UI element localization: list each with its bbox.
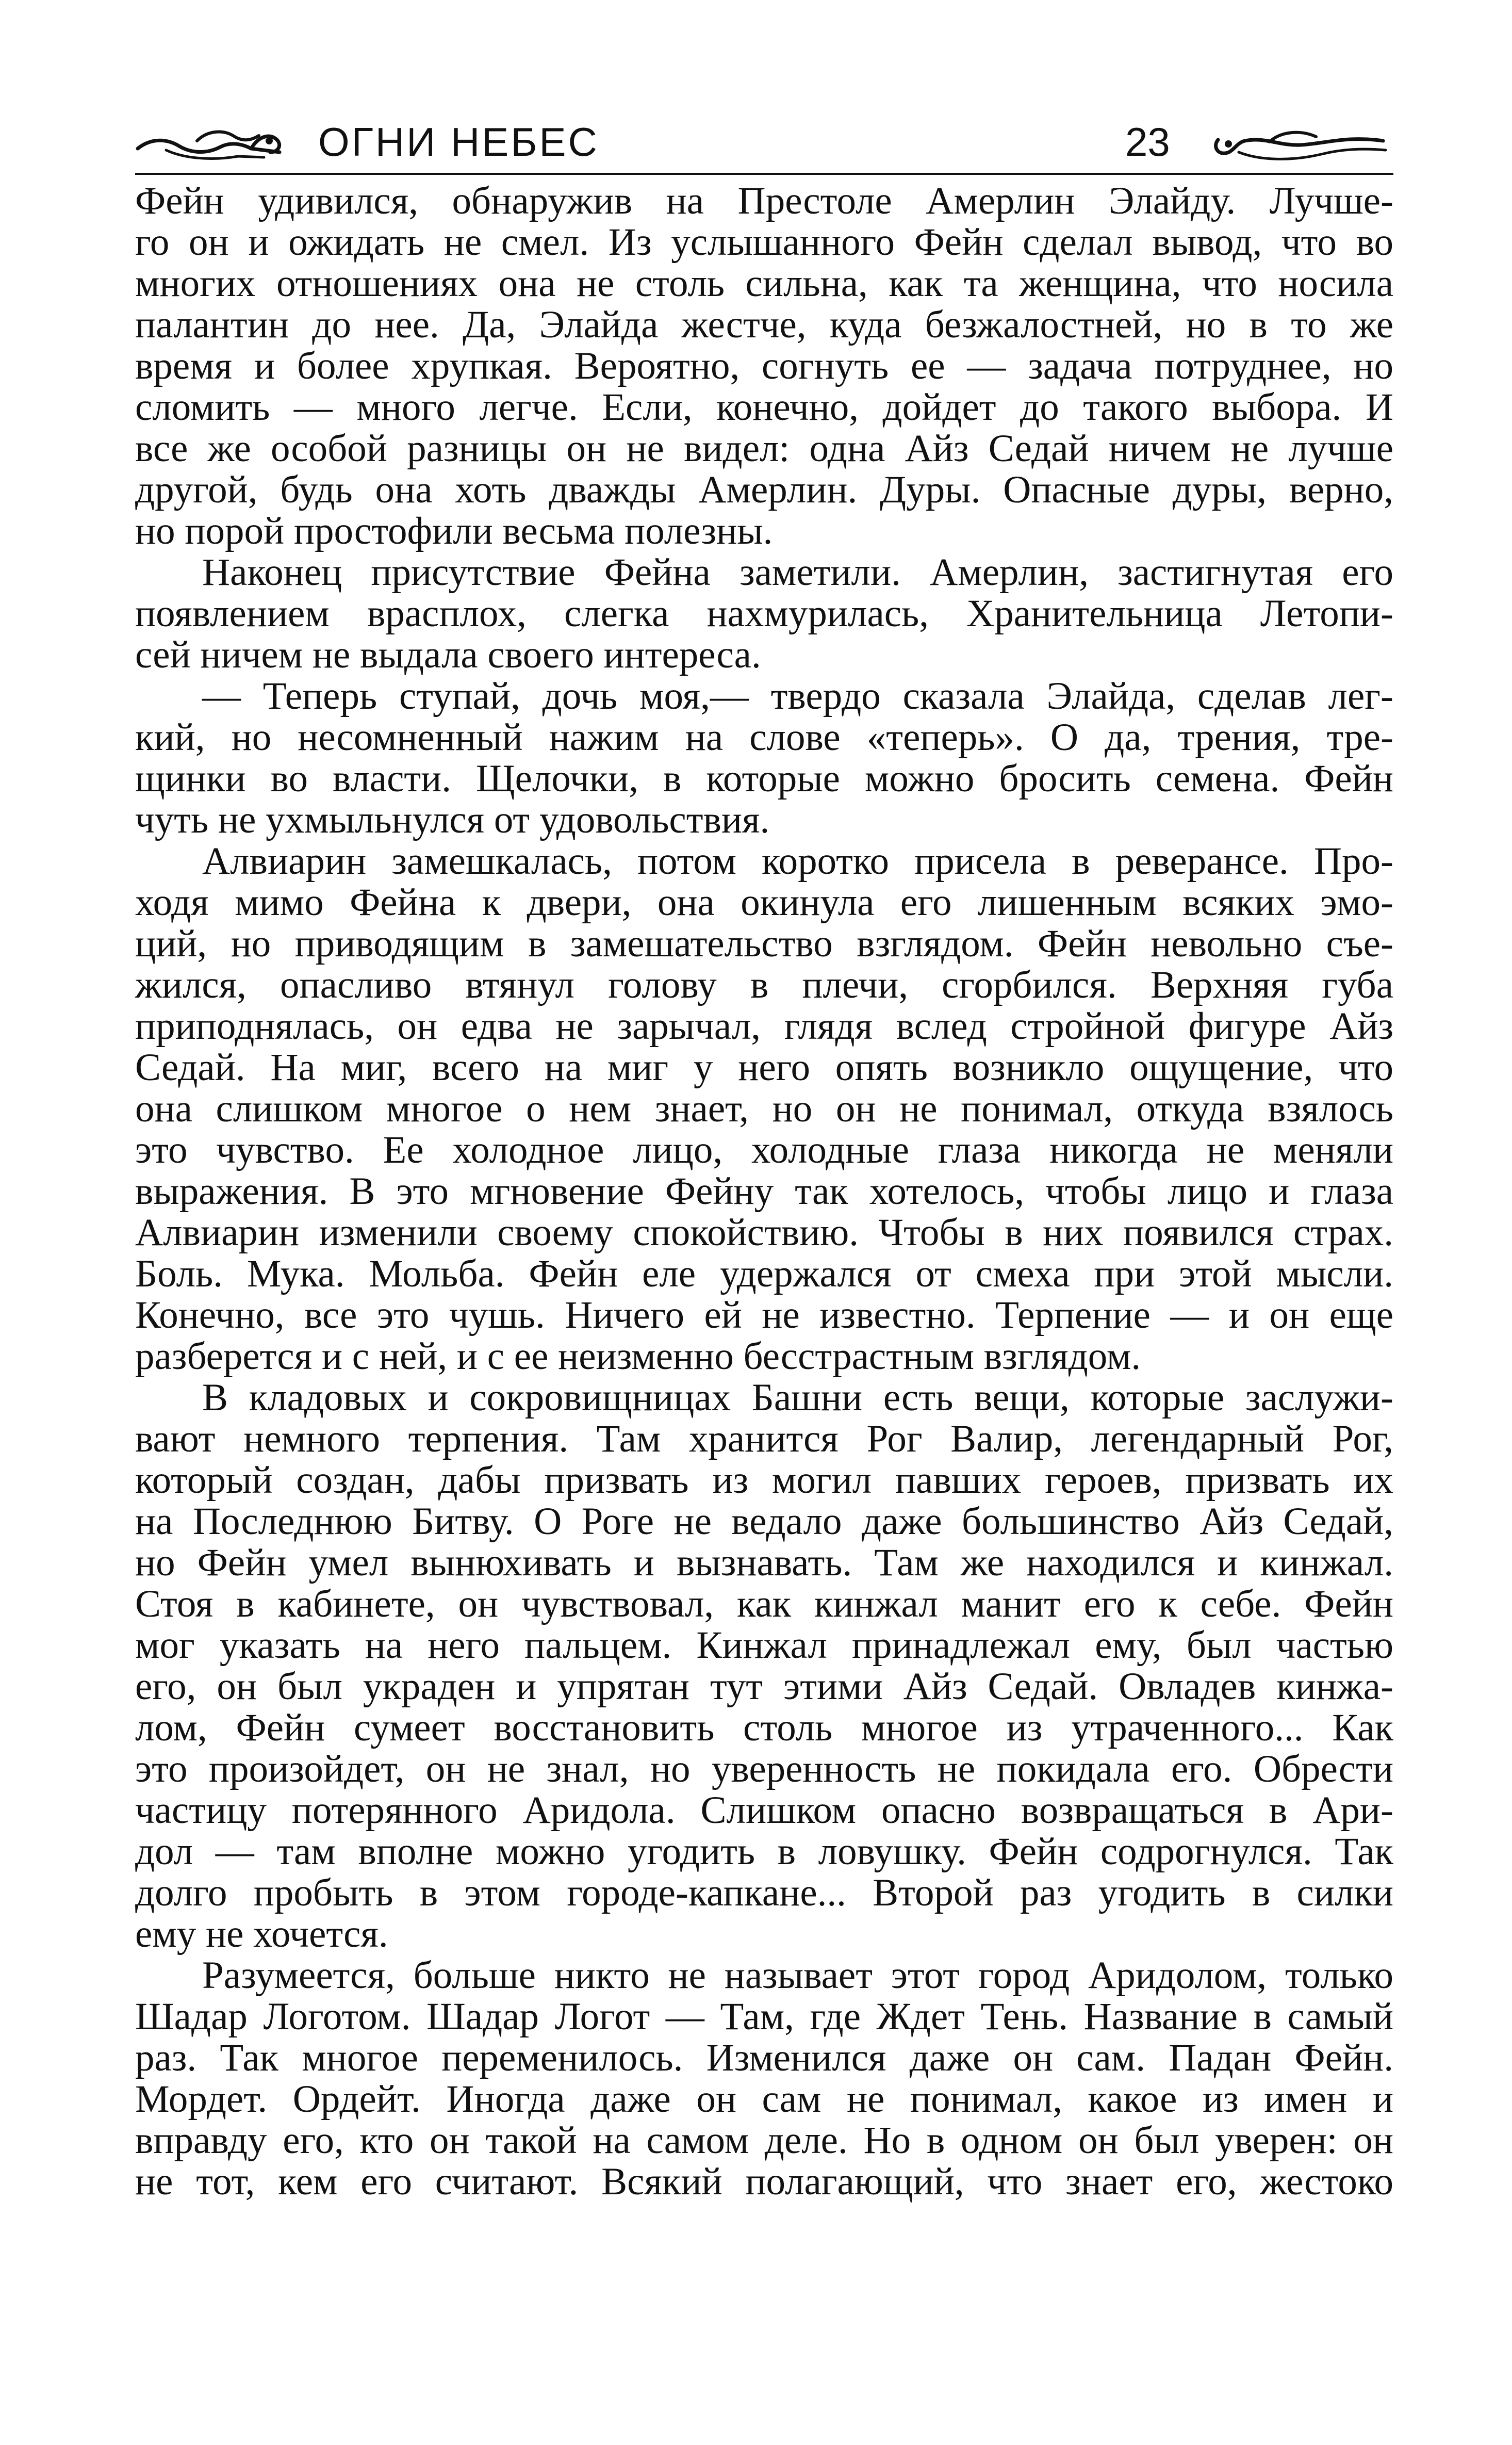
text-line: время и более хрупкая. Вероятно, согнуть ее — задача потруднее, но [135, 345, 1393, 387]
text-line: выражения. В это мгновение Фейну так хотелось, чтобы лицо и глаза [135, 1170, 1393, 1213]
text-line: мог указать на него пальцем. Кинжал принадлежал ему, был частью [135, 1624, 1393, 1667]
text-line: Алвиарин замешкалась, потом коротко присела в реверансе. Про- [202, 840, 1393, 883]
text-line: Стоя в кабинете, он чувствовал, как кинжал манит его к себе. Фейн [135, 1583, 1393, 1625]
text-line: го он и ожидать не смел. Из услышанного Фейн сделал вывод, что во [135, 221, 1393, 264]
text-line: вают немного терпения. Там хранится Рог Валир, легендарный Рог, [135, 1417, 1393, 1460]
text-line: Мордет. Ордейт. Иногда даже он сам не понимал, какое из имен и [135, 2078, 1393, 2121]
text-line: Конечно, все это чушь. Ничего ей не известно. Терпение — и он еще [135, 1294, 1393, 1336]
header-rule [135, 173, 1393, 175]
text-line: она слишком многое о нем знает, но он не понимал, откуда взялось [135, 1087, 1393, 1130]
text-line: ций, но приводящим в замешательство взглядом. Фейн невольно съе- [135, 922, 1393, 965]
text-line: Разумеется, больше никто не называет этот город Аридолом, только [202, 1954, 1393, 1997]
text-line: Шадар Логотом. Шадар Логот — Там, где Ждет Тень. Название в самый [135, 1995, 1393, 2038]
text-line: многих отношениях она не столь сильна, как та женщина, что носила [135, 262, 1393, 305]
text-line: приподнялась, он едва не зарычал, глядя вслед стройной фигуре Айз [135, 1005, 1393, 1048]
text-line: долго пробыть в этом городе-капкане... Второй раз угодить в силки [135, 1871, 1393, 1914]
text-line: разберется и с ней, и с ее неизменно бесстрастным взглядом. [135, 1335, 1141, 1378]
text-line: дол — там вполне можно угодить в ловушку. Фейн содрогнулся. Так [135, 1830, 1393, 1873]
text-line: но порой простофили весьма полезны. [135, 510, 773, 552]
text-line: кий, но несомненный нажим на слове «теперь». О да, трения, тре- [135, 716, 1393, 759]
text-line: сломить — много легче. Если, конечно, дойдет до такого выбора. И [135, 386, 1393, 429]
text-line: В кладовых и сокровищницах Башни есть вещи, которые заслужи- [202, 1376, 1393, 1419]
text-line: жился, опасливо втянул голову в плечи, сгорбился. Верхняя губа [135, 964, 1393, 1006]
text-line: который создан, дабы призвать из могил павших героев, призвать их [135, 1459, 1393, 1502]
text-line: ходя мимо Фейна к двери, она окинула его лишенным всяких эмо- [135, 881, 1393, 924]
text-line: лом, Фейн сумеет восстановить столь многое из утраченного... Как [135, 1706, 1393, 1749]
page-number: 23 [1125, 119, 1170, 165]
text-line: чуть не ухмыльнулся от удовольствия. [135, 798, 770, 841]
text-line: вправду его, кто он такой на самом деле. Но в одном он был уверен: он [135, 2119, 1393, 2162]
text-line: — Теперь ступай, дочь моя,— твердо сказала Элайда, сделав лег- [202, 675, 1393, 718]
text-line: щинки во власти. Щелочки, в которые можно бросить семена. Фейн [135, 757, 1393, 800]
text-line: это произойдет, он не знал, но уверенность не покидала его. Обрести [135, 1748, 1393, 1790]
flourish-left-ornament [135, 120, 290, 167]
text-line: Наконец присутствие Фейна заметили. Амерлин, застигнутая его [202, 551, 1393, 594]
text-line: частицу потерянного Аридола. Слишком опасно возвращаться в Ари- [135, 1789, 1393, 1832]
text-line: все же особой разницы он не видел: одна Айз Седай ничем не лучше [135, 427, 1393, 470]
text-line: другой, будь она хоть дважды Амерлин. Дуры. Опасные дуры, верно, [135, 468, 1393, 511]
flourish-right-ornament [1208, 120, 1393, 167]
text-line: не тот, кем его считают. Всякий полагающий, что знает его, жестоко [135, 2160, 1393, 2203]
text-line: но Фейн умел вынюхивать и вызнавать. Там же находился и кинжал. [135, 1541, 1393, 1584]
text-line: его, он был украден и упрятан тут этими Айз Седай. Овладев кинжа- [135, 1665, 1393, 1708]
text-line: палантин до нее. Да, Элайда жестче, куда безжалостней, но в то же [135, 303, 1393, 346]
running-title: ОГНИ НЕБЕС [318, 119, 599, 165]
text-line: Алвиарин изменили своему спокойствию. Чтобы в них появился страх. [135, 1211, 1393, 1254]
text-line: Седай. На миг, всего на миг у него опять возникло ощущение, что [135, 1046, 1393, 1089]
running-header [135, 111, 1399, 178]
text-line: раз. Так многое переменилось. Изменился даже он сам. Падан Фейн. [135, 2036, 1393, 2079]
text-line: это чувство. Ее холодное лицо, холодные глаза никогда не меняли [135, 1129, 1393, 1171]
body-text [135, 181, 1393, 2203]
text-line: Фейн удивился, обнаружив на Престоле Амерлин Элайду. Лучше- [135, 180, 1393, 222]
text-line: ему не хочется. [135, 1913, 388, 1955]
text-line: сей ничем не выдала своего интереса. [135, 633, 761, 676]
text-line: на Последнюю Битву. О Роге не ведало даже большинство Айз Седай, [135, 1500, 1393, 1543]
text-line: появлением врасплох, слегка нахмурилась, Хранительница Летопи- [135, 592, 1393, 635]
text-line: Боль. Мука. Мольба. Фейн еле удержался от смеха при этой мысли. [135, 1252, 1393, 1295]
